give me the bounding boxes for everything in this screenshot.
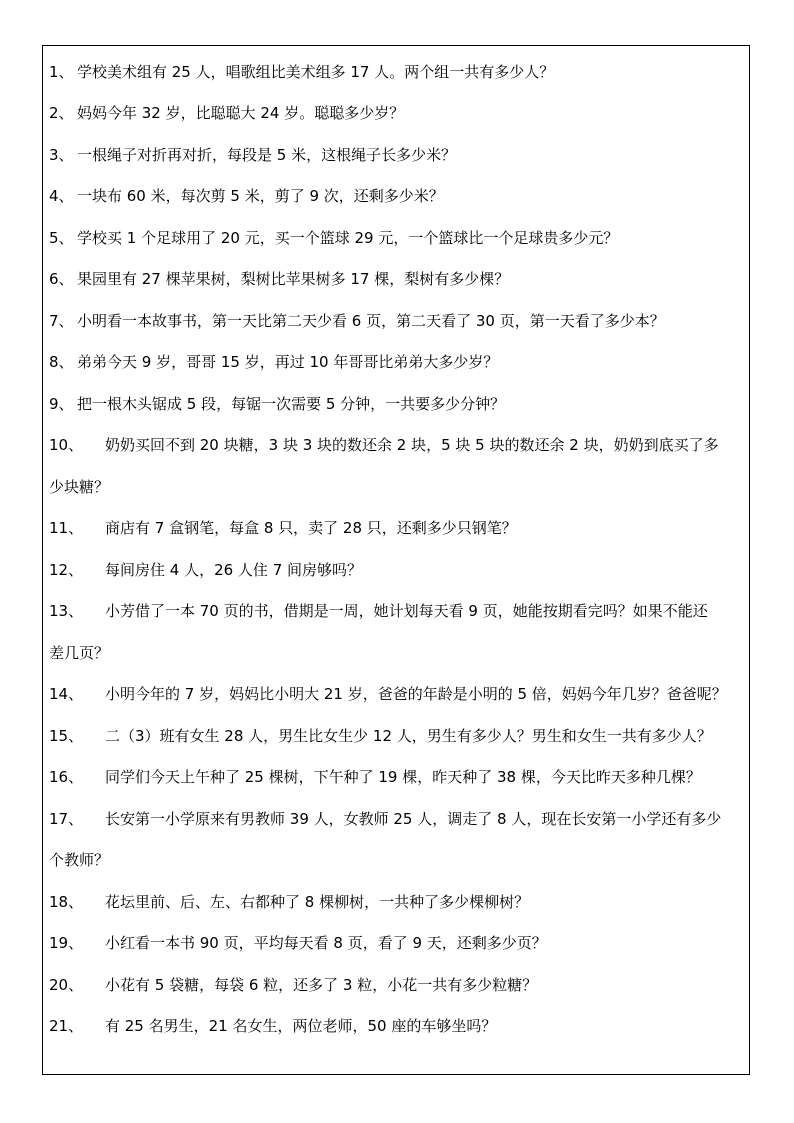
question-number: 4、: [49, 187, 74, 205]
question-19: [49, 933, 749, 953]
question-16: [49, 767, 749, 787]
question-text: 同学们今天上午种了 25 棵树，下午种了 19 棵，昨天种了 38 棵，今天比昨天多种几棵？: [105, 768, 701, 786]
question-text: 学校买 1 个足球用了 20 元，买一个篮球 29 元，一个篮球比一个足球贵多少元？: [77, 229, 619, 247]
question-number: 12、: [49, 561, 84, 579]
question-text: 长安第一小学原来有男教师 39 人，女教师 25 人，调走了 8 人，现在长安第一小学还有多少: [105, 810, 722, 828]
question-15: [49, 726, 749, 746]
question-text: 学校美术组有 25 人，唱歌组比美术组多 17 人。两个组一共有多少人？: [77, 63, 555, 81]
question-text: 小红看一本书 90 页，平均每天看 8 页，看了 9 天，还剩多少页？: [105, 934, 547, 952]
question-2: [49, 103, 749, 123]
question-number: 8、: [49, 353, 74, 371]
question-12: [49, 560, 749, 580]
question-text: 弟弟今天 9 岁，哥哥 15 岁，再过 10 年哥哥比弟弟大多少岁？: [77, 353, 499, 371]
question-9: [49, 394, 749, 414]
question-8: [49, 352, 749, 372]
question-6: [49, 269, 749, 289]
question-4: [49, 186, 749, 206]
question-17-continuation: 个教师？: [49, 851, 110, 869]
question-number: 13、: [49, 602, 84, 620]
question-text: 妈妈今年 32 岁，比聪聪大 24 岁。聪聪多少岁？: [77, 104, 405, 122]
question-5: [49, 228, 749, 248]
question-text: 小花有 5 袋糖，每袋 6 粒，还多了 3 粒，小花一共有多少粒糖？: [105, 976, 538, 994]
question-10-continuation: 少块糖？: [49, 478, 110, 496]
question-text: 花坛里前、后、左、右都种了 8 棵柳树，一共种了多少棵柳树？: [105, 893, 530, 911]
question-number: 7、: [49, 312, 74, 330]
question-number: 21、: [49, 1017, 84, 1035]
question-number: 9、: [49, 395, 74, 413]
question-7: [49, 311, 749, 331]
question-1: [49, 62, 749, 82]
question-number: 11、: [49, 519, 84, 537]
question-11: [49, 518, 749, 538]
question-text: 商店有 7 盒钢笔，每盒 8 只，卖了 28 只，还剩多少只钢笔？: [105, 519, 517, 537]
question-number: 5、: [49, 229, 74, 247]
question-text: 一块布 60 米，每次剪 5 米，剪了 9 次，还剩多少米？: [77, 187, 444, 205]
question-18: [49, 892, 749, 912]
question-text: 把一根木头锯成 5 段，每锯一次需要 5 分钟，一共要多少分钟？: [77, 395, 506, 413]
question-number: 19、: [49, 934, 84, 952]
question-13: [49, 601, 749, 621]
question-number: 17、: [49, 810, 84, 828]
question-text: 一根绳子对折再对折，每段是 5 米，这根绳子长多少米？: [77, 146, 457, 164]
question-17: [49, 809, 749, 829]
question-number: 10、: [49, 436, 84, 454]
question-13-continuation: 差几页？: [49, 644, 110, 662]
question-number: 1、: [49, 63, 74, 81]
worksheet-frame: [42, 45, 750, 1075]
question-number: 6、: [49, 270, 74, 288]
question-text: 有 25 名男生，21 名女生，两位老师，50 座的车够坐吗？: [105, 1017, 497, 1035]
question-number: 2、: [49, 104, 74, 122]
question-14: [49, 684, 749, 704]
question-21: [49, 1016, 749, 1036]
question-number: 14、: [49, 685, 84, 703]
question-number: 16、: [49, 768, 84, 786]
question-text: 小明今年的 7 岁，妈妈比小明大 21 岁，爸爸的年龄是小明的 5 倍，妈妈今年几岁？爸爸呢？: [105, 685, 727, 703]
question-number: 20、: [49, 976, 84, 994]
question-number: 3、: [49, 146, 74, 164]
question-text: 每间房住 4 人，26 人住 7 间房够吗？: [105, 561, 363, 579]
question-text: 小芳借了一本 70 页的书，借期是一周，她计划每天看 9 页，她能按期看完吗？如果不能还: [105, 602, 708, 620]
question-text: 果园里有 27 棵苹果树，梨树比苹果树多 17 棵，梨树有多少棵？: [77, 270, 510, 288]
question-20: [49, 975, 749, 995]
question-text: 奶奶买回不到 20 块糖，3 块 3 块的数还余 2 块，5 块 5 块的数还余 2 块，奶奶到底买了多: [105, 436, 719, 454]
question-text: 小明看一本故事书，第一天比第二天少看 6 页，第二天看了 30 页，第一天看了多少本？: [77, 312, 665, 330]
question-number: 15、: [49, 727, 84, 745]
question-3: [49, 145, 749, 165]
question-10: [49, 435, 749, 455]
question-text: 二（3）班有女生 28 人，男生比女生少 12 人，男生有多少人？男生和女生一共有多少人？: [105, 727, 712, 745]
question-number: 18、: [49, 893, 84, 911]
